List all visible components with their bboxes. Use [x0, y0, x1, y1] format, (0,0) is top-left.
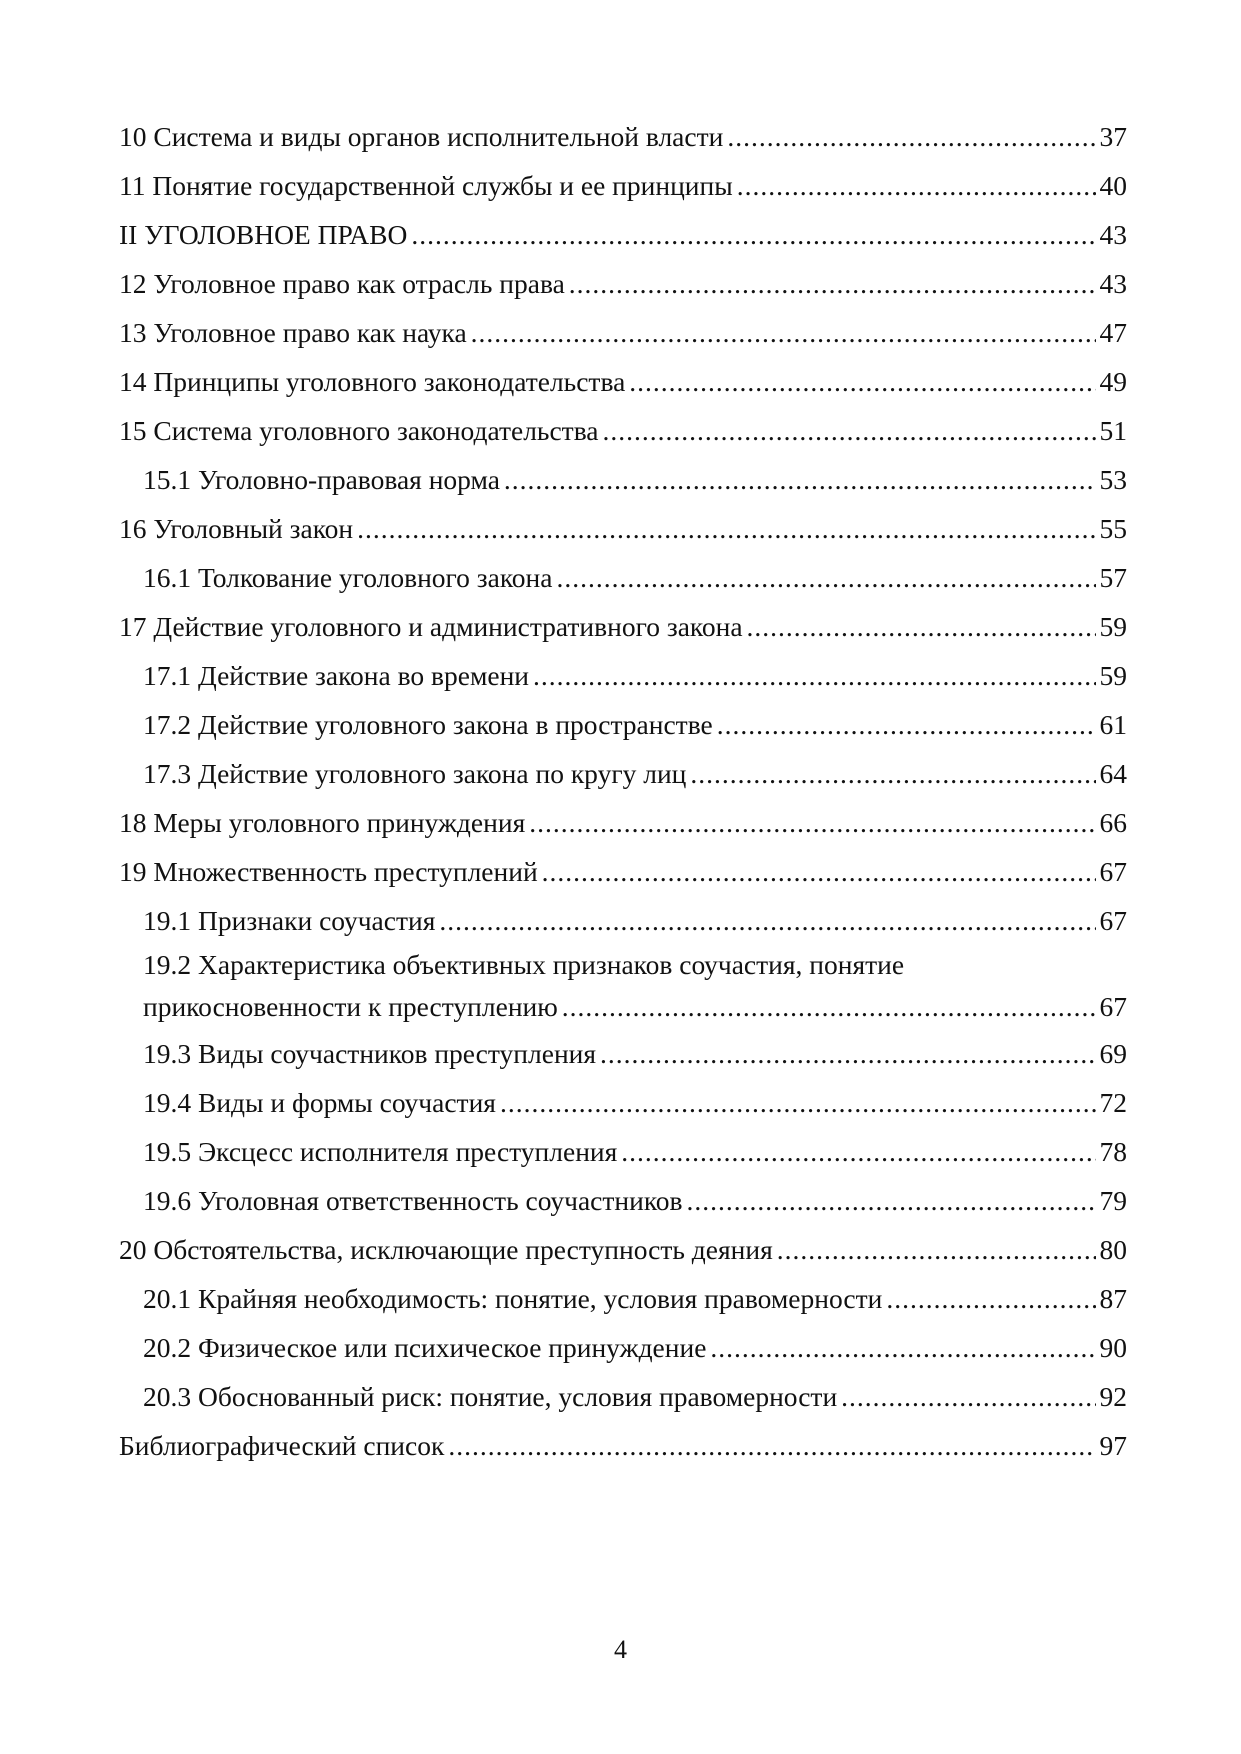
toc-subentry[interactable]	[119, 553, 1127, 602]
toc-page-number: 40	[1099, 170, 1127, 201]
toc-entry[interactable]	[119, 308, 1127, 357]
toc-subentry[interactable]	[119, 700, 1127, 749]
toc-page-number: 92	[1099, 1381, 1127, 1412]
toc-entry-title: 13 Уголовное право как наука	[119, 317, 467, 348]
toc-subentry[interactable]	[119, 1372, 1127, 1421]
dot-leader	[411, 210, 1095, 259]
toc-entry-continuation	[143, 985, 1127, 1029]
toc-page-number: 79	[1099, 1185, 1127, 1216]
dot-leader	[569, 259, 1096, 308]
toc-entry-title: 11 Понятие государственной службы и ее принципы	[119, 170, 733, 201]
toc-subentry[interactable]	[119, 1274, 1127, 1323]
toc-entry[interactable]	[119, 798, 1127, 847]
toc-entry-title: 17.3 Действие уголовного закона по кругу лиц	[143, 758, 687, 789]
dot-leader	[542, 847, 1096, 896]
dot-leader	[717, 700, 1096, 749]
dot-leader	[603, 406, 1096, 455]
dot-leader	[439, 896, 1095, 945]
toc-subentry[interactable]	[119, 896, 1127, 945]
toc-entry[interactable]	[119, 1225, 1127, 1274]
toc-page-number: 59	[1099, 660, 1127, 691]
toc-entry-title: 18 Меры уголовного принуждения	[119, 807, 526, 838]
dot-leader	[562, 985, 1096, 1029]
toc-page-number: 80	[1099, 1234, 1127, 1265]
toc-entry-title: 20.1 Крайняя необходимость: понятие, условия правомерности	[143, 1283, 883, 1314]
toc-page-number: 55	[1099, 513, 1127, 544]
toc-page-number: 61	[1099, 709, 1127, 740]
dot-leader	[841, 1372, 1095, 1421]
dot-leader	[448, 1421, 1095, 1470]
toc-page-number: 47	[1099, 317, 1127, 348]
toc-page-number: 53	[1099, 464, 1127, 495]
toc-entry-title: 17 Действие уголовного и административного закона	[119, 611, 743, 642]
dot-leader	[747, 602, 1096, 651]
toc-entry-title: 20.2 Физическое или психическое принуждение	[143, 1332, 707, 1363]
toc-entry-title: 16.1 Толкование уголовного закона	[143, 562, 553, 593]
toc-entry-title: II УГОЛОВНОЕ ПРАВО	[119, 219, 408, 250]
toc-page-number: 97	[1099, 1430, 1127, 1461]
toc-entry[interactable]	[119, 161, 1127, 210]
toc-entry-title: 15 Система уголовного законодательства	[119, 415, 599, 446]
toc-entry-title: 19.4 Виды и формы соучастия	[143, 1087, 496, 1118]
dot-leader	[886, 1274, 1095, 1323]
dot-leader	[690, 749, 1095, 798]
toc-entry-title: 19.3 Виды соучастников преступления	[143, 1038, 597, 1069]
toc-subentry[interactable]	[119, 1176, 1127, 1225]
toc-entry-title: 20 Обстоятельства, исключающие преступность деяния	[119, 1234, 773, 1265]
toc-subentry[interactable]	[119, 651, 1127, 700]
toc-entry-title: 19.1 Признаки соучастия	[143, 905, 436, 936]
dot-leader	[600, 1029, 1095, 1078]
toc-entry[interactable]	[119, 112, 1127, 161]
toc-page-number: 87	[1099, 1283, 1127, 1314]
toc-page-number: 49	[1099, 366, 1127, 397]
toc-subentry[interactable]	[119, 1078, 1127, 1127]
toc-page-number: 69	[1099, 1038, 1127, 1069]
toc-entry[interactable]	[119, 847, 1127, 896]
toc-page-number: 43	[1099, 219, 1127, 250]
toc-page-number: 72	[1099, 1087, 1127, 1118]
dot-leader	[727, 112, 1095, 161]
toc-subentry[interactable]	[119, 455, 1127, 504]
toc-page-number: 37	[1099, 121, 1127, 152]
toc-entry[interactable]	[119, 602, 1127, 651]
page-number: 4	[614, 1635, 627, 1664]
toc-page-number: 67	[1099, 991, 1127, 1022]
dot-leader	[357, 504, 1095, 553]
toc-subentry[interactable]	[119, 945, 1127, 1029]
toc-entry-title: 17.1 Действие закона во времени	[143, 660, 530, 691]
toc-entry-title: 17.2 Действие уголовного закона в пространстве	[143, 709, 713, 740]
toc-entry[interactable]	[119, 357, 1127, 406]
dot-leader	[529, 798, 1095, 847]
dot-leader	[777, 1225, 1096, 1274]
toc-entry[interactable]	[119, 210, 1127, 259]
toc-page-number: 51	[1099, 415, 1127, 446]
toc-entry-title: 19.2 Характеристика объективных признаков соучастия, понятие	[143, 949, 905, 980]
toc-page-number: 90	[1099, 1332, 1127, 1363]
toc-entry-title: Библиографический список	[119, 1430, 445, 1461]
toc-page-number: 78	[1099, 1136, 1127, 1167]
toc-entry-title: 16 Уголовный закон	[119, 513, 354, 544]
toc-entry-title: 15.1 Уголовно-правовая норма	[143, 464, 500, 495]
toc-page-number: 59	[1099, 611, 1127, 642]
table-of-contents	[119, 112, 1127, 1470]
toc-entry-title-continuation: прикосновенности к преступлению	[143, 991, 558, 1022]
toc-entry-title: 19 Множественность преступлений	[119, 856, 538, 887]
toc-subentry[interactable]	[119, 1323, 1127, 1372]
toc-page-number: 57	[1099, 562, 1127, 593]
dot-leader	[556, 553, 1095, 602]
dot-leader	[629, 357, 1095, 406]
toc-entry-title: 10 Система и виды органов исполнительной власти	[119, 121, 724, 152]
dot-leader	[533, 651, 1095, 700]
toc-page-number: 67	[1099, 856, 1127, 887]
dot-leader	[621, 1127, 1095, 1176]
dot-leader	[710, 1323, 1095, 1372]
toc-entry[interactable]	[119, 259, 1127, 308]
toc-entry-title: 20.3 Обоснованный риск: понятие, условия правомерности	[143, 1381, 838, 1412]
dot-leader	[687, 1176, 1096, 1225]
toc-page-number: 66	[1099, 807, 1127, 838]
toc-entry-title: 12 Уголовное право как отрасль права	[119, 268, 565, 299]
toc-entry-title: 19.5 Эксцесс исполнителя преступления	[143, 1136, 618, 1167]
dot-leader	[504, 455, 1096, 504]
toc-entry[interactable]	[119, 504, 1127, 553]
dot-leader	[471, 308, 1096, 357]
toc-subentry[interactable]	[119, 1029, 1127, 1078]
dot-leader	[500, 1078, 1096, 1127]
dot-leader	[737, 161, 1096, 210]
toc-entry-title: 14 Принципы уголовного законодательства	[119, 366, 626, 397]
toc-entry[interactable]	[119, 1421, 1127, 1470]
toc-entry[interactable]	[119, 406, 1127, 455]
toc-page-number: 64	[1099, 758, 1127, 789]
toc-subentry[interactable]	[119, 1127, 1127, 1176]
toc-page-number: 67	[1099, 905, 1127, 936]
toc-subentry[interactable]	[119, 749, 1127, 798]
toc-page-number: 43	[1099, 268, 1127, 299]
toc-entry-title: 19.6 Уголовная ответственность соучастников	[143, 1185, 683, 1216]
